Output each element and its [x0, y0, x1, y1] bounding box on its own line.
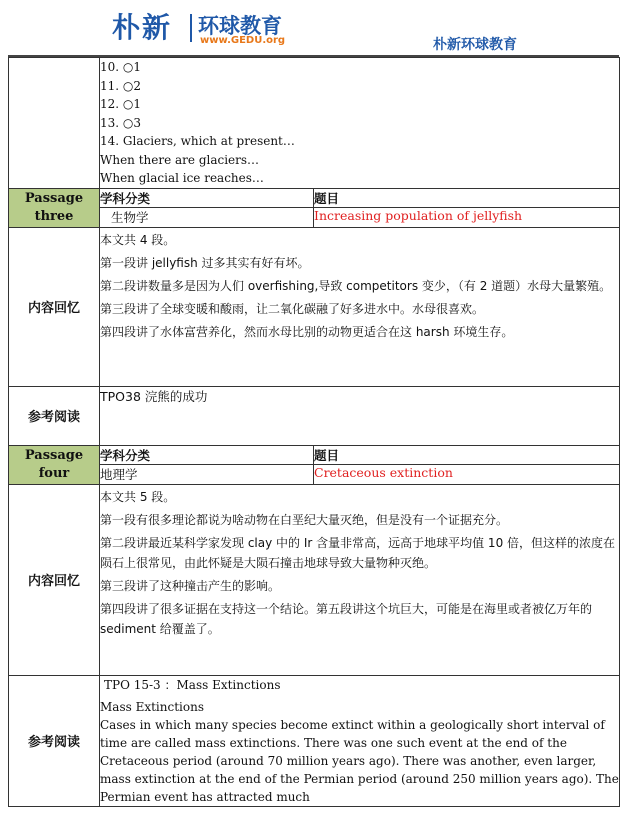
passage4-topic: Cretaceous extinction: [314, 464, 620, 484]
exam-recall-table: [8, 57, 620, 807]
passage4-reference-row: [9, 675, 620, 806]
passage3-topic: Increasing population of jellyfish: [314, 207, 620, 227]
logo-divider: [190, 14, 192, 42]
passage3-subject-text: 生物学: [111, 209, 149, 225]
passage4-subject-text: 地理学: [100, 466, 138, 482]
header-title: 朴新环球教育: [433, 37, 517, 53]
recall-paragraph: 本文共 4 段。: [100, 232, 176, 247]
passage4-subject: [100, 464, 314, 484]
passage3-reference-label: 参考阅读: [9, 386, 100, 445]
passage4-header-row: [9, 445, 620, 464]
passage3-topic-header: 题目: [314, 188, 620, 207]
answer-line: When there are glaciers…: [100, 152, 260, 167]
recall-paragraph: 第四段讲了很多证据在支持这一个结论。第五段讲这个坑巨大，可能是在海里或者被亿万年的 sediment 给覆盖了。: [100, 601, 593, 636]
answer-line: 12. ○1: [100, 97, 142, 111]
answer-line: 11. ○2: [100, 78, 142, 93]
passage3-subject: [100, 207, 314, 227]
passage3-recall-row: [9, 227, 620, 386]
recall-paragraph: 第四段讲了水体富营养化，然而水母比别的动物更适合在这 harsh 环境生存。: [100, 324, 514, 339]
recall-paragraph: 第二段讲数量多是因为人们 overfishing,导致 competitors 变少，（有 2 道题）水母大量繁殖。: [100, 278, 612, 293]
answer-line: 14. Glaciers, which at present…: [100, 134, 295, 148]
recall-paragraph: 第三段讲了全球变暖和酸雨，让二氧化碳融了好多进水中。水母很喜欢。: [100, 301, 485, 316]
passage3-name-2: three: [34, 208, 74, 224]
reference-title: TPO 15-3 ：Mass Extinctions: [104, 677, 281, 692]
passage3-recall-cell: [100, 227, 620, 386]
recall-paragraph: 第三段讲了这种撞击产生的影响。: [100, 578, 281, 593]
recall-paragraph: 本文共 5 段。: [100, 489, 176, 504]
reference-subtitle: Mass Extinctions: [100, 699, 204, 714]
passage4-recall-cell: [100, 484, 620, 675]
passage4-recall-label: 内容回忆: [9, 484, 100, 675]
answer-line: 13. ○3: [100, 115, 142, 130]
answers-row: [9, 58, 620, 189]
recall-paragraph: 第二段讲最近某科学家发现 clay 中的 Ir 含量非常高，远高于地球平均值 10 倍，但这样的浓度在陨石上很常见，由此怀疑是大陨石撞击地球导致大量物种灭绝。: [100, 535, 616, 570]
passage4-subject-header: 学科分类: [100, 445, 314, 464]
answer-line: 10. ○1: [100, 60, 142, 74]
passage4-values-row: [9, 464, 620, 484]
recall-paragraph: 第一段有很多理论都说为啥动物在白垩纪大量灭绝，但是没有一个证据充分。: [100, 512, 509, 527]
passage3-subject-header: 学科分类: [100, 188, 314, 207]
passage4-label: [9, 445, 100, 484]
answers-label-cell: [9, 58, 100, 189]
passage4-topic-header: 题目: [314, 445, 620, 464]
passage3-recall-label: 内容回忆: [9, 227, 100, 386]
passage3-header-row: [9, 188, 620, 207]
passage3-reference-row: [9, 386, 620, 445]
answers-cell: [100, 58, 620, 189]
passage4-reference-label: 参考阅读: [9, 675, 100, 806]
logo-url: www.GEDU.org: [200, 35, 286, 46]
passage3-label: [9, 188, 100, 227]
logo-cn: 朴新: [112, 11, 173, 44]
passage3-name-1: Passage: [24, 190, 84, 206]
passage3-reference: TPO38 浣熊的成功: [100, 386, 620, 445]
passage4-reference: [100, 675, 620, 806]
passage4-recall-row: [9, 484, 620, 675]
logo-cn-secondary: 环球教育: [198, 14, 282, 38]
reference-text: Cases in which many species become extinct within a geologically short interval of time are called mass extinctions. There was one such event at the end of the Cretaceous period (around 70 million years ago). There was another, even larger, mass extinction at the end of the Permian period (around 250 million years ago). The Permian event has attracted much: [100, 717, 619, 804]
answer-line: When glacial ice reaches…: [100, 171, 264, 185]
passage4-name-2: four: [38, 465, 70, 481]
passage4-name-1: Passage: [24, 447, 84, 463]
passage3-values-row: [9, 207, 620, 227]
recall-paragraph: 第一段讲 jellyfish 过多其实有好有坏。: [100, 255, 310, 270]
